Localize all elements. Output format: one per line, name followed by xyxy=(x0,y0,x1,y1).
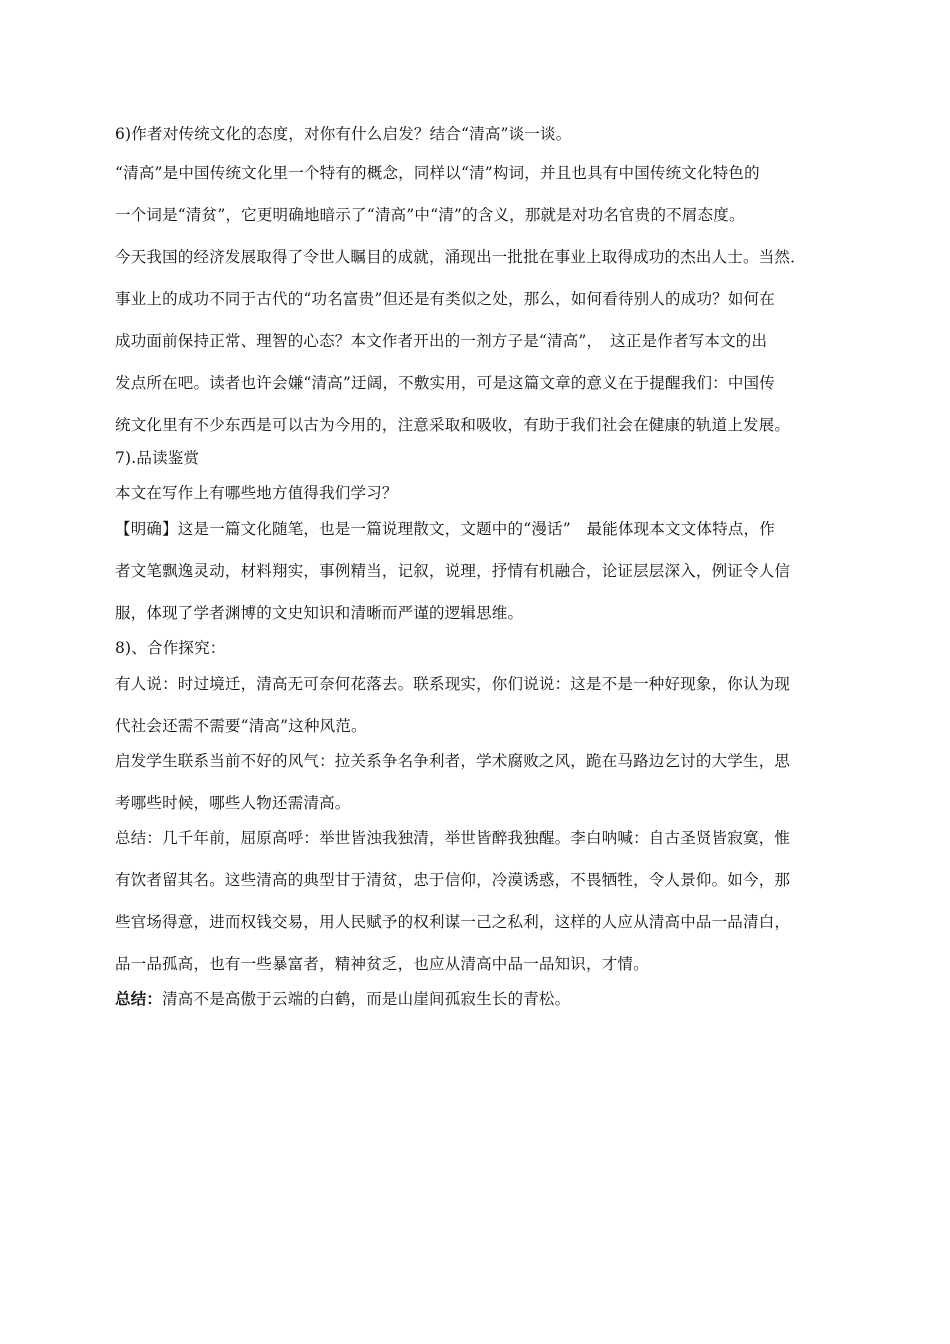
clarify-line-2: 者文笔飘逸灵动，材料翔实，事例精当，记叙，说理，抒情有机融合，论证层层深入，例证令人信 xyxy=(115,562,791,580)
question-6-heading: 6)作者对传统文化的态度，对你有什么启发？结合“清高”谈一谈。 xyxy=(115,125,572,143)
summary-line-1: 总结：几千年前，屈原高呼：举世皆浊我独清，举世皆醉我独醒。李白呐喊：自古圣贤皆寂寞，惟 xyxy=(115,829,791,847)
answer-6-line-1: “清高”是中国传统文化里一个特有的概念，同样以“清”构词，并且也具有中国传统文化特色的 xyxy=(115,164,760,182)
section-7-heading: 7).品读鉴赏 xyxy=(115,449,200,467)
summary-line-3: 些官场得意，进而权钱交易，用人民赋予的权利谋一己之私利，这样的人应从清高中品一品清白， xyxy=(115,913,791,931)
section-8-line-1: 有人说：时过境迁，清高无可奈何花落去。联系现实，你们说说：这是不是一种好现象，你认为现 xyxy=(115,675,791,693)
section-7-question: 本文在写作上有哪些地方值得我们学习？ xyxy=(115,484,398,502)
clarify-line-1: 【明确】这是一篇文化随笔，也是一篇说理散文，文题中的“漫话” 最能体现本文文体特点，作 xyxy=(115,520,775,538)
answer-6-line-5: 成功面前保持正常、理智的心态？本文作者开出的一剂方子是“清高”， 这正是作者写本文的出 xyxy=(115,332,768,350)
summary-line-2: 有饮者留其名。这些清高的典型甘于清贫，忠于信仰，冷漠诱惑，不畏牺牲，令人景仰。如今，那 xyxy=(115,871,791,889)
final-summary xyxy=(115,988,845,1010)
answer-6-line-3: 今天我国的经济发展取得了令世人瞩目的成就，涌现出一批批在事业上取得成功的杰出人士。当然． xyxy=(115,248,806,266)
guide-line-1: 启发学生联系当前不好的风气：拉关系争名争利者，学术腐败之风，跪在马路边乞讨的大学生，思 xyxy=(115,752,791,770)
answer-6-line-4: 事业上的成功不同于古代的“功名富贵”但还是有类似之处，那么，如何看待别人的成功？如何在 xyxy=(115,290,775,308)
final-summary-text: 清高不是高傲于云端的白鹤，而是山崖间孤寂生长的青松。 xyxy=(162,990,571,1008)
section-8-heading: 8)、合作探究： xyxy=(115,639,226,657)
answer-6-line-6: 发点所在吧。读者也许会嫌“清高”迂阔，不敷实用，可是这篇文章的意义在于提醒我们：中国传 xyxy=(115,374,775,392)
answer-6-line-7: 统文化里有不少东西是可以古为今用的，注意采取和吸收，有助于我们社会在健康的轨道上发展。 xyxy=(115,416,791,434)
final-summary-label: 总结： xyxy=(115,989,163,1008)
clarify-line-3: 服，体现了学者渊博的文史知识和清晰而严谨的逻辑思维。 xyxy=(115,604,524,622)
guide-line-2: 考哪些时候，哪些人物还需清高。 xyxy=(115,794,351,812)
summary-line-4: 品一品孤高，也有一些暴富者，精神贫乏，也应从清高中品一品知识，才情。 xyxy=(115,955,649,973)
answer-6-line-2: 一个词是“清贫”，它更明确地暗示了“清高”中“清”的含义，那就是对功名官贵的不屑态度。 xyxy=(115,206,745,224)
section-8-line-2: 代社会还需不需要“清高”这种风范。 xyxy=(115,717,367,735)
